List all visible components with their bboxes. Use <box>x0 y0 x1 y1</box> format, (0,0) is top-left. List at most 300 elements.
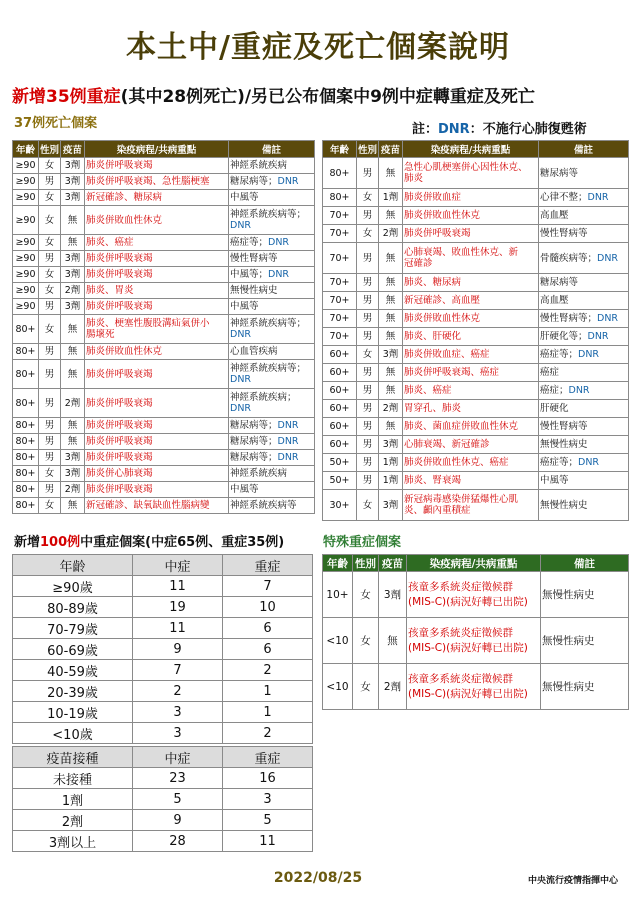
moderate-severe-label <box>14 531 284 550</box>
course-line: 肺炎併呼吸衰竭 <box>86 368 153 380</box>
remark-cell <box>229 283 315 299</box>
remark-line <box>230 160 313 171</box>
remark-text: 中風等 <box>230 301 259 312</box>
stat-row <box>13 723 313 744</box>
remark-line <box>230 269 313 280</box>
vaccine-cell: 2劑 <box>379 400 403 418</box>
remark-text: 癌症等； <box>540 349 579 360</box>
col-sex: 性別 <box>353 555 379 572</box>
remark-cell <box>539 472 629 490</box>
sex-cell: 男 <box>357 364 379 382</box>
remark-cell <box>229 450 315 466</box>
course-cell <box>85 251 229 267</box>
moderate-label-part-3: 中重症個案(中症65例、重症35例) <box>80 535 285 550</box>
stat-row <box>13 702 313 723</box>
remark-cell <box>539 158 629 189</box>
course-line: 肺炎、癌症 <box>86 237 134 248</box>
sex-cell: 男 <box>39 434 61 450</box>
vaccine-cell: 無 <box>379 618 407 664</box>
remark-line <box>540 385 627 396</box>
remark-text: 神經系統疾病等 <box>230 500 297 511</box>
remark-text: 中風等 <box>540 475 569 486</box>
course-line: 新冠確診、高血壓 <box>404 295 481 306</box>
vaccine-cell: 3劑 <box>61 299 85 315</box>
dnr-mark: DNR <box>230 403 252 414</box>
age-cell: 70+ <box>323 207 357 225</box>
remark-text: 神經系統疾病等； <box>230 363 307 374</box>
remark-line <box>230 301 313 312</box>
special-row <box>323 618 629 664</box>
remark-cell: 無慢性病史 <box>541 618 629 664</box>
age-cell: ≥90 <box>13 251 39 267</box>
remark-text: 癌症 <box>540 367 560 378</box>
course-line: 心肺衰竭、敗血性休克、新 <box>404 247 519 258</box>
vaccine-cell: 2劑 <box>61 482 85 498</box>
remark-cell <box>229 299 315 315</box>
course-line: 孩童多系統炎症徵候群 <box>408 626 513 639</box>
course-cell <box>85 450 229 466</box>
course-line: 心肺衰竭、新冠確診 <box>404 439 490 450</box>
remark-line <box>540 313 627 324</box>
sex-cell: 男 <box>357 292 379 310</box>
course-cell <box>403 158 539 189</box>
age-cell: 80+ <box>13 482 39 498</box>
age-cell: ≥90 <box>13 283 39 299</box>
course-line: (MIS-C)(病況好轉已出院) <box>408 595 528 608</box>
remark-line <box>540 295 627 306</box>
course-cell <box>403 490 539 521</box>
remark-line <box>230 420 313 431</box>
vaccine-cell: 3劑 <box>379 346 403 364</box>
sex-cell: 男 <box>39 418 61 434</box>
severe-cell: 16 <box>223 768 313 789</box>
sex-cell: 女 <box>39 206 61 235</box>
remark-cell <box>539 490 629 521</box>
remark-text: 骨髓疾病等； <box>540 252 598 264</box>
remark-cell <box>229 235 315 251</box>
remark-cell <box>539 454 629 472</box>
course-line: 肺炎、肝硬化 <box>404 331 462 342</box>
dnr-mark: DNR <box>277 420 299 431</box>
vaccine-cell: 3劑 <box>61 174 85 190</box>
death-row <box>323 490 629 521</box>
age-cell: ≥90 <box>13 267 39 283</box>
remark-cell: 無慢性病史 <box>541 572 629 618</box>
remark-cell <box>229 158 315 174</box>
remark-cell <box>539 310 629 328</box>
death-row <box>323 418 629 436</box>
moderate-cell: 9 <box>133 810 223 831</box>
sex-cell: 男 <box>357 207 379 225</box>
course-cell <box>403 274 539 292</box>
death-row <box>323 189 629 207</box>
course-line: 肺炎併呼吸衰竭 <box>404 228 471 239</box>
course-cell <box>85 190 229 206</box>
col-course: 染疫病程/共病重點 <box>403 141 539 158</box>
sex-cell: 女 <box>39 466 61 482</box>
course-line: 新冠確診、缺氧缺血性腦病變 <box>86 500 210 511</box>
age-stats-header <box>13 555 313 576</box>
course-line: 肺炎 <box>404 173 424 184</box>
age-cell: 80+ <box>13 389 39 418</box>
death-row <box>323 346 629 364</box>
sex-cell: 男 <box>357 436 379 454</box>
age-cell: <10 <box>323 664 353 710</box>
age-cell: ≥90 <box>13 158 39 174</box>
col-vaccination: 疫苗接種 <box>13 747 133 768</box>
remark-cell <box>539 189 629 207</box>
age-cell: 60+ <box>323 418 357 436</box>
remark-text: 癌症等； <box>230 237 269 248</box>
age-cell: ≥90 <box>13 299 39 315</box>
sex-cell: 男 <box>357 274 379 292</box>
course-line: 新冠病毒感染併猛爆性心肌 <box>404 494 519 505</box>
dnr-mark: DNR <box>277 436 299 447</box>
death-row <box>13 482 315 498</box>
sex-cell: 男 <box>39 450 61 466</box>
sex-cell: 男 <box>357 418 379 436</box>
death-row <box>323 400 629 418</box>
vaccine-cell: 無 <box>61 498 85 514</box>
sex-cell: 男 <box>357 382 379 400</box>
col-course: 染疫病程/共病重點 <box>407 555 541 572</box>
remark-text: 中風等； <box>230 269 269 280</box>
age-cell: 80+ <box>323 158 357 189</box>
sex-cell: 男 <box>39 251 61 267</box>
dnr-mark: DNR <box>277 176 299 187</box>
sex-cell: 女 <box>353 664 379 710</box>
vaccine-cell: 無 <box>61 206 85 235</box>
moderate-cell: 7 <box>133 660 223 681</box>
vaccine-cell: 2劑 <box>61 283 85 299</box>
course-line: 肺炎併呼吸衰竭 <box>86 253 153 264</box>
course-line: 肺炎併敗血性休克 <box>86 214 163 226</box>
death-table-left-header <box>13 141 315 158</box>
category-cell: ≥90歲 <box>13 576 133 597</box>
remark-text: 神經系統疾病 <box>230 160 288 171</box>
course-cell <box>403 328 539 346</box>
course-cell <box>85 299 229 315</box>
sex-cell: 女 <box>357 490 379 521</box>
vaccine-cell: 3劑 <box>61 450 85 466</box>
age-cell: 80+ <box>13 466 39 482</box>
category-cell: 1劑 <box>13 789 133 810</box>
death-row <box>13 206 315 235</box>
age-cell: 80+ <box>13 498 39 514</box>
sex-cell: 女 <box>357 346 379 364</box>
severe-cell: 6 <box>223 639 313 660</box>
dnr-note-label: 註： <box>412 122 439 137</box>
death-row <box>323 364 629 382</box>
remark-cell <box>539 364 629 382</box>
sex-cell: 男 <box>39 389 61 418</box>
course-cell <box>85 434 229 450</box>
course-cell <box>403 292 539 310</box>
sex-cell: 男 <box>39 174 61 190</box>
death-row <box>323 243 629 274</box>
remark-line <box>540 277 627 288</box>
moderate-cell: 11 <box>133 618 223 639</box>
course-line: 肺炎併敗血症、癌症 <box>404 349 490 360</box>
course-line: 急性心肌梗塞併心因性休克、 <box>404 162 528 173</box>
age-cell: ≥90 <box>13 235 39 251</box>
severe-cell: 5 <box>223 810 313 831</box>
death-row <box>13 235 315 251</box>
remark-text: 肝硬化 <box>540 403 569 414</box>
death-row <box>13 389 315 418</box>
dnr-mark: DNR <box>587 331 609 342</box>
course-cell <box>85 315 229 344</box>
remark-cell <box>539 328 629 346</box>
remark-cell: 無慢性病史 <box>541 664 629 710</box>
vaccine-cell: 無 <box>379 418 403 436</box>
age-stats-table <box>12 554 313 744</box>
age-cell: 80+ <box>13 450 39 466</box>
remark-text: 神經系統疾病等； <box>230 318 307 329</box>
course-line: 肺炎、胃炎 <box>86 285 134 296</box>
col-age: 年齡 <box>323 555 353 572</box>
age-cell: 60+ <box>323 382 357 400</box>
remark-cell <box>229 418 315 434</box>
course-cell <box>85 174 229 190</box>
course-cell <box>85 267 229 283</box>
course-cell <box>403 189 539 207</box>
special-row <box>323 664 629 710</box>
death-table-left <box>12 140 315 514</box>
remark-cell <box>229 434 315 450</box>
remark-text: 糖尿病等； <box>230 436 278 447</box>
death-row <box>13 498 315 514</box>
vaccine-cell: 2劑 <box>379 225 403 243</box>
vaccine-cell: 無 <box>379 292 403 310</box>
course-cell <box>403 472 539 490</box>
age-cell: ≥90 <box>13 174 39 190</box>
dnr-mark: DNR <box>230 374 252 385</box>
remark-line <box>540 367 627 378</box>
remark-cell <box>229 482 315 498</box>
course-line: 胃穿孔、肺炎 <box>404 403 462 414</box>
col-moderate: 中症 <box>133 555 223 576</box>
course-cell <box>85 283 229 299</box>
remark-line <box>230 285 313 296</box>
remark-line <box>540 500 627 511</box>
remark-text: 糖尿病等 <box>540 167 579 179</box>
sex-cell: 男 <box>39 299 61 315</box>
remark-text: 高血壓 <box>540 295 569 306</box>
col-sex: 性別 <box>39 141 61 158</box>
moderate-cell: 9 <box>133 639 223 660</box>
category-cell: 70-79歲 <box>13 618 133 639</box>
remark-cell <box>539 346 629 364</box>
col-vaccine: 疫苗 <box>379 141 403 158</box>
remark-cell <box>229 344 315 360</box>
sex-cell: 男 <box>357 243 379 274</box>
headline <box>12 82 535 107</box>
course-line: 肺炎併呼吸衰竭 <box>86 397 153 409</box>
remark-text: 無慢性病史 <box>230 285 278 296</box>
death-row <box>13 299 315 315</box>
dnr-mark: DNR <box>597 252 619 264</box>
death-count-label: 37例死亡個案 <box>14 116 98 131</box>
death-row <box>323 158 629 189</box>
moderate-label-part-1: 新增 <box>14 535 41 550</box>
course-line: 肺炎併呼吸衰竭 <box>86 420 153 431</box>
remark-line <box>230 363 313 385</box>
sex-cell: 女 <box>39 267 61 283</box>
col-vaccine: 疫苗 <box>61 141 85 158</box>
stat-row <box>13 810 313 831</box>
sex-cell: 女 <box>39 190 61 206</box>
course-line: 肺炎併呼吸衰竭 <box>86 160 153 171</box>
vaccine-cell: 2劑 <box>379 664 407 710</box>
age-cell: 70+ <box>323 292 357 310</box>
death-row <box>13 251 315 267</box>
remark-line <box>540 210 627 221</box>
course-cell <box>85 360 229 389</box>
death-row <box>323 225 629 243</box>
moderate-cell: 5 <box>133 789 223 810</box>
page-title: 本土中/重症及死亡個案說明 <box>126 30 510 65</box>
course-cell <box>403 436 539 454</box>
dnr-mark: DNR <box>578 349 600 360</box>
col-moderate: 中症 <box>133 747 223 768</box>
age-cell: 70+ <box>323 328 357 346</box>
remark-line <box>540 475 627 486</box>
category-cell: <10歲 <box>13 723 133 744</box>
remark-cell <box>539 436 629 454</box>
col-course: 染疫病程/共病重點 <box>85 141 229 158</box>
course-cell <box>85 498 229 514</box>
course-line: 肺炎、癌症 <box>404 385 452 396</box>
vaccine-cell: 3劑 <box>61 190 85 206</box>
dnr-mark: DNR <box>277 452 299 463</box>
severe-cell: 7 <box>223 576 313 597</box>
course-line: 肺炎併敗血症 <box>404 192 462 203</box>
category-cell: 3劑以上 <box>13 831 133 852</box>
category-cell: 未接種 <box>13 768 133 789</box>
col-sex: 性別 <box>357 141 379 158</box>
sex-cell: 男 <box>357 328 379 346</box>
death-row <box>323 472 629 490</box>
remark-line <box>540 403 627 414</box>
vaccine-cell: 無 <box>379 243 403 274</box>
dnr-mark: DNR <box>268 269 290 280</box>
death-row <box>323 207 629 225</box>
remark-line <box>540 421 627 432</box>
course-cell <box>403 346 539 364</box>
sex-cell: 男 <box>357 310 379 328</box>
sex-cell: 女 <box>357 189 379 207</box>
sex-cell: 女 <box>39 498 61 514</box>
vaccine-cell: 1劑 <box>379 472 403 490</box>
course-line: 肺炎併敗血性休克、癌症 <box>404 457 509 468</box>
course-line: 肺炎併呼吸衰竭、急性腦梗塞 <box>86 176 210 187</box>
remark-line <box>540 331 627 342</box>
remark-line <box>230 192 313 203</box>
death-row <box>13 360 315 389</box>
remark-line <box>540 253 627 264</box>
severe-cell: 1 <box>223 681 313 702</box>
vaccine-cell: 無 <box>61 235 85 251</box>
remark-line <box>230 484 313 495</box>
remark-text: 神經系統疾病等； <box>230 209 307 220</box>
remark-text: 糖尿病等； <box>230 420 278 431</box>
remark-cell <box>539 292 629 310</box>
death-row <box>13 450 315 466</box>
vaccine-cell: 3劑 <box>379 490 403 521</box>
remark-text: 慢性腎病等 <box>230 253 278 264</box>
age-cell: 80+ <box>13 418 39 434</box>
remark-text: 中風等 <box>230 484 259 495</box>
vaccine-cell: 無 <box>61 315 85 344</box>
age-cell: ≥90 <box>13 206 39 235</box>
moderate-cell: 23 <box>133 768 223 789</box>
remark-line <box>540 457 627 468</box>
remark-cell <box>229 360 315 389</box>
stat-row <box>13 660 313 681</box>
remark-text: 肝硬化等； <box>540 331 588 342</box>
course-cell <box>403 454 539 472</box>
course-cell <box>403 243 539 274</box>
col-remark: 備註 <box>539 141 629 158</box>
vaccine-cell: 無 <box>61 344 85 360</box>
course-cell <box>85 344 229 360</box>
dnr-mark: DNR <box>587 192 609 203</box>
dnr-mark: DNR <box>578 457 600 468</box>
moderate-cell: 19 <box>133 597 223 618</box>
age-cell: 60+ <box>323 436 357 454</box>
course-cell <box>403 382 539 400</box>
vaccine-cell: 1劑 <box>379 189 403 207</box>
age-cell: 70+ <box>323 310 357 328</box>
sex-cell: 男 <box>357 400 379 418</box>
moderate-cell: 3 <box>133 702 223 723</box>
vaccine-stats-table <box>12 746 313 852</box>
remark-cell <box>229 267 315 283</box>
vaccine-cell: 3劑 <box>61 158 85 174</box>
remark-cell <box>229 174 315 190</box>
death-row <box>13 267 315 283</box>
category-cell: 10-19歲 <box>13 702 133 723</box>
remark-text: 神經系統疾病 <box>230 468 288 479</box>
vaccine-cell: 3劑 <box>379 572 407 618</box>
age-cell: 60+ <box>323 346 357 364</box>
remark-text: 心血管疾病 <box>230 346 278 357</box>
vaccine-cell: 無 <box>379 274 403 292</box>
vaccine-cell: 無 <box>379 207 403 225</box>
sex-cell: 女 <box>39 315 61 344</box>
organization-name: 中央流行疫情指揮中心 <box>527 876 618 886</box>
sex-cell: 女 <box>39 158 61 174</box>
course-line: 肺炎併呼吸衰竭 <box>86 436 153 447</box>
remark-line <box>230 500 313 511</box>
stat-row <box>13 681 313 702</box>
moderate-cell: 3 <box>133 723 223 744</box>
death-row <box>323 436 629 454</box>
remark-text: 糖尿病等； <box>230 452 278 463</box>
death-row <box>13 174 315 190</box>
severe-cell: 11 <box>223 831 313 852</box>
severe-cell: 2 <box>223 723 313 744</box>
death-row <box>323 328 629 346</box>
dnr-mark: DNR <box>568 385 590 396</box>
course-line: 肺炎併呼吸衰竭 <box>86 452 153 463</box>
vaccine-cell: 3劑 <box>61 251 85 267</box>
remark-cell <box>229 206 315 235</box>
headline-part-2: 35例重症 <box>46 87 121 107</box>
age-cell: 70+ <box>323 243 357 274</box>
moderate-cell: 28 <box>133 831 223 852</box>
